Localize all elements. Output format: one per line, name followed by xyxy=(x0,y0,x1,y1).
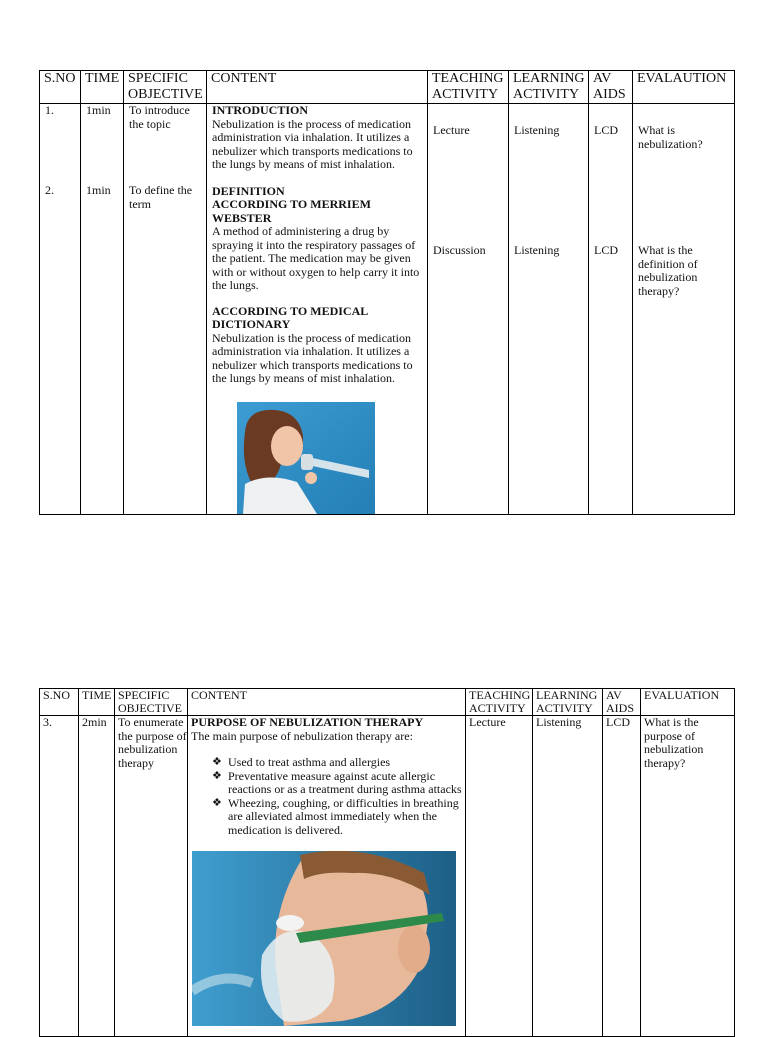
cell-evaluation-3: What is the purpose of nebulization therapy? xyxy=(641,716,735,1037)
boy-oxygen-mask-photo xyxy=(192,851,456,1026)
cell-learning-1: Listening xyxy=(514,123,560,137)
header-learning-activity: LEARNING ACTIVITY xyxy=(533,689,603,716)
cell-objective-2: To define the term xyxy=(129,183,193,211)
header-teaching-activity: TEACHING ACTIVITY xyxy=(428,71,509,104)
content-text-introduction: Nebulization is the process of medication administration via inhalation. It utilizes a nebulizer which transports medications to the lungs by means of mist inhalation. xyxy=(212,116,413,171)
header-teaching-activity: TEACHING ACTIVITY xyxy=(466,689,533,716)
cell-evaluation-2: What is the definition of nebulization therapy? xyxy=(638,243,698,298)
header-evaluation: EVALUATION xyxy=(641,689,735,716)
cell-objective-3: To enumerate the purpose of nebulization therapy xyxy=(115,716,188,1037)
content-heading-medical-dictionary: ACCORDING TO MEDICAL DICTIONARY xyxy=(212,303,368,331)
lesson-plan-table-1 xyxy=(39,70,735,515)
table-header-row xyxy=(40,71,735,104)
cell-time-2: 1min xyxy=(86,183,111,197)
lesson-plan-table-2 xyxy=(39,688,735,1037)
header-objective: SPECIFIC OBJECTIVE xyxy=(115,689,188,716)
cell-time-3: 2min xyxy=(79,716,115,1037)
table-header-row xyxy=(40,689,735,716)
header-content: CONTENT xyxy=(207,71,428,104)
girl-nebulizer-photo xyxy=(237,402,375,514)
cell-teaching-3: Lecture xyxy=(466,716,533,1037)
header-objective: SPECIFIC OBJECTIVE xyxy=(124,71,207,104)
list-item: ❖ Used to treat asthma and allergies xyxy=(212,755,391,769)
purpose-bullet-list xyxy=(191,756,465,837)
content-intro-purpose: The main purpose of nebulization therapy are: xyxy=(191,728,413,743)
cell-av-1: LCD xyxy=(594,123,618,137)
cell-teaching-1: Lecture xyxy=(433,123,470,137)
cell-sno-3: 3. xyxy=(40,716,79,1037)
header-learning-activity: LEARNING ACTIVITY xyxy=(509,71,589,104)
content-heading-merriam-webster: ACCORDING TO MERRIEM WEBSTER xyxy=(212,197,371,225)
diamond-bullet-icon: ❖ xyxy=(212,756,222,768)
cell-learning-3: Listening xyxy=(533,716,603,1037)
header-av-aids: AV AIDS xyxy=(589,71,633,104)
cell-sno-2: 2. xyxy=(45,183,54,197)
header-evaluation: EVALAUTION xyxy=(633,71,735,104)
content-text-merriam-webster: A method of administering a drug by spraying it into the respiratory passages of the patient. The medication may be given with or without oxygen to help carry it into the lungs. xyxy=(212,224,420,292)
cell-learning-2: Listening xyxy=(514,243,560,257)
cell-av-3: LCD xyxy=(603,716,641,1037)
diamond-bullet-icon: ❖ xyxy=(212,796,222,809)
content-text-medical-dictionary: Nebulization is the process of medication administration via inhalation. It utilizes a nebulizer which transports medications to the lungs by means of mist inhalation. xyxy=(212,330,413,385)
header-time: TIME xyxy=(81,71,124,104)
list-item: ❖ Wheezing, coughing, or difficulties in breathing are alleviated almost immediately when the medication is delivered. xyxy=(212,795,459,837)
content-heading-purpose: PURPOSE OF NEBULIZATION THERAPY xyxy=(191,715,424,729)
header-sno: S.NO xyxy=(40,689,79,716)
content-heading-definition: DEFINITION xyxy=(212,183,285,198)
table-row xyxy=(40,104,735,515)
header-sno: S.NO xyxy=(40,71,81,104)
cell-evaluation-1: What is nebulization? xyxy=(638,123,703,151)
diamond-bullet-icon: ❖ xyxy=(212,769,222,782)
table-row xyxy=(40,716,735,1037)
content-heading-introduction: INTRODUCTION xyxy=(212,103,309,117)
cell-av-2: LCD xyxy=(594,243,618,257)
cell-sno-1: 1. xyxy=(45,103,54,117)
cell-objective-1: To introduce the topic xyxy=(129,103,190,131)
header-time: TIME xyxy=(79,689,115,716)
header-av-aids: AV AIDS xyxy=(603,689,641,716)
list-item: ❖ Preventative measure against acute allergic reactions or as a treatment during asthma attacks xyxy=(212,768,462,796)
cell-time-1: 1min xyxy=(86,103,111,117)
header-content: CONTENT xyxy=(188,689,466,716)
cell-teaching-2: Discussion xyxy=(433,243,486,257)
